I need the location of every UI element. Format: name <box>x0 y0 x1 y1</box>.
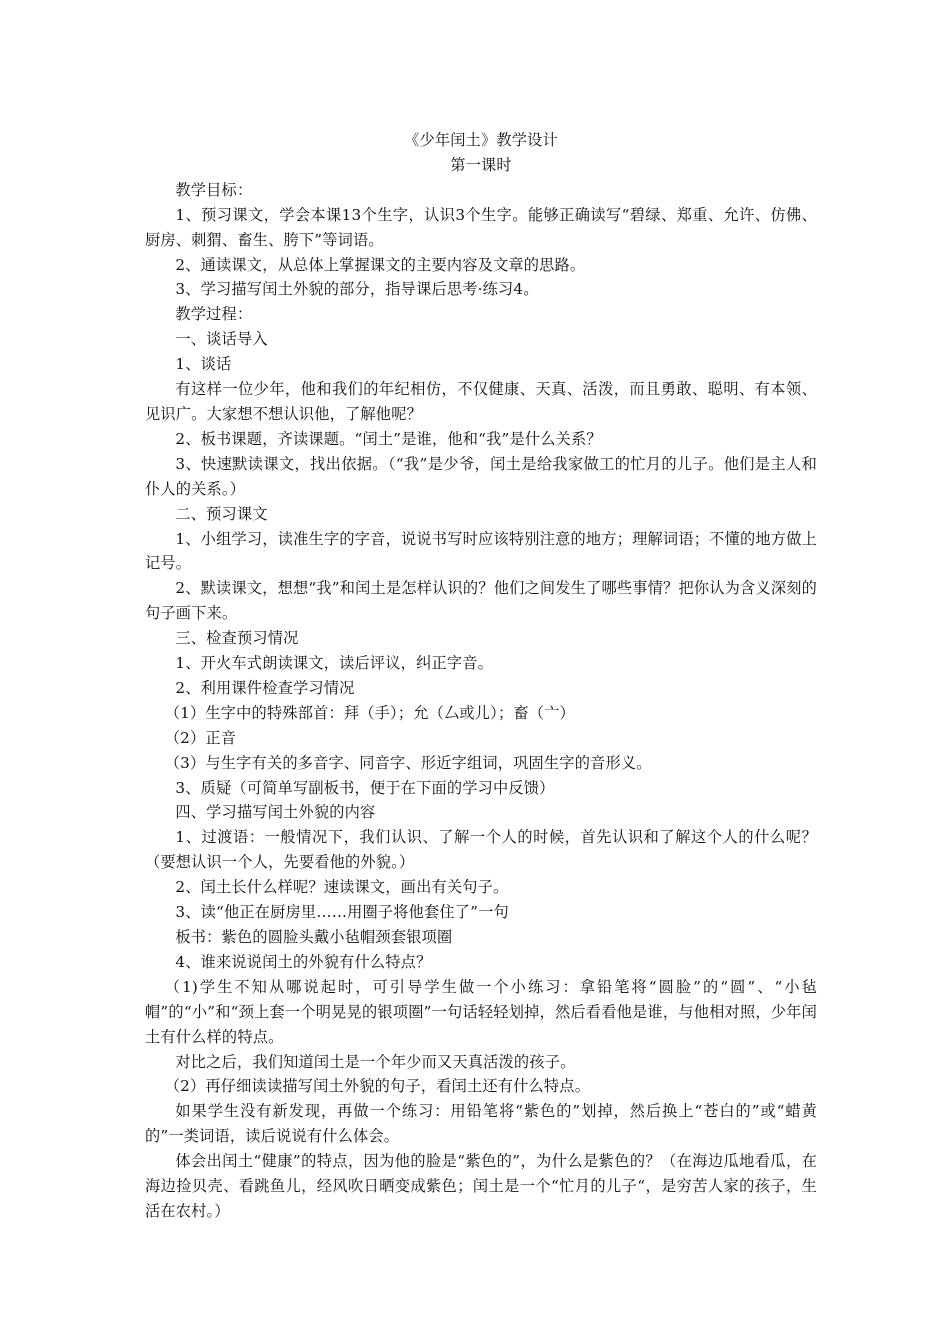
step-item: 3、读“他正在厨房里……用圈子将他套住了”一句 <box>175 903 509 922</box>
step-item: 2、板书课题，齐读课题。“闰土”是谁，他和“我”是什么关系？ <box>175 429 602 448</box>
step-item: 4、谁来说说闰土的外貌有什么特点？ <box>175 952 432 971</box>
body-paragraph: 有这样一位少年，他和我们的年纪相仿，不仅健康、天真、活泼，而且勇敢、聪明、有本领、见识广。大家想不想认识他，了解他呢？ <box>145 380 817 423</box>
blackboard-note: 板书：紫色的圆脸头戴小毡帽颈套银项圈 <box>175 928 453 946</box>
step-heading: 三、检查预习情况 <box>175 629 299 648</box>
sub-item: （3）与生字有关的多音字、同音字、形近字组词，巩固生字的音形义。 <box>164 753 652 772</box>
step-heading: 四、学习描写闰土外貌的内容 <box>175 803 376 822</box>
body-paragraph: 对比之后，我们知道闰土是一个年少而又天真活泼的孩子。 <box>175 1052 576 1071</box>
section-heading-objectives: 教学目标： <box>175 180 253 199</box>
sub-item: （1)学生不知从哪说起时，可引导学生做一个小练习：拿铅笔将“圆脸”的“圆”、“小毡帽”的“小”和“颈上套一个明晃晃的银项圈”一句话轻轻划掉，然后看看他是谁，与他相对照，少年闰土有什么样的特点。 <box>145 977 817 1046</box>
step-item: 1、谈话 <box>175 355 232 374</box>
lesson-subtitle: 第一课时 <box>450 155 512 174</box>
document-title: 《少年闰土》教学设计 <box>404 131 558 149</box>
step-item: 1、小组学习，读准生字的字音，说说书写时应该特别注意的地方；理解词语；不懂的地方做上记号。 <box>145 529 817 573</box>
document-body <box>145 128 817 1224</box>
step-item: 3、质疑（可简单写副板书，便于在下面的学习中反馈） <box>175 778 555 797</box>
objective-item: 2、通读课文，从总体上掌握课文的主要内容及文章的思路。 <box>175 255 586 274</box>
step-item: 2、利用课件检查学习情况 <box>175 678 355 697</box>
sub-item: （1）生字中的特殊部首：拜（手）；允（厶或儿）；畜（亠） <box>164 703 575 722</box>
step-item: 1、过渡语：一般情况下，我们认识、了解一个人的时候，首先认识和了解这个人的什么呢？（要想认识一个人，先要看他的外貌。） <box>145 828 817 872</box>
step-item: 2、默读课文，想想“我”和闰土是怎样认识的？他们之间发生了哪些事情？把你认为含义深刻的句子画下来。 <box>145 579 817 623</box>
sub-item: （2）再仔细读读描写闰土外貌的句子，看闰土还有什么特点。 <box>164 1077 591 1096</box>
step-item: 3、快速默读课文，找出依据。（“我”是少爷，闰土是给我家做工的忙月的儿子。他们是主人和仆人的关系。） <box>145 454 817 498</box>
sub-item: （2）正音 <box>164 728 237 747</box>
body-paragraph: 体会出闰土“健康”的特点，因为他的脸是“紫色的”，为什么是紫色的？（在海边瓜地看瓜，在海边捡贝壳、看跳鱼儿，经风吹日晒变成紫色；闰土是一个“忙月的儿子“，是穷苦人家的孩子，生活在农村。） <box>145 1152 817 1220</box>
step-heading: 一、谈话导入 <box>175 330 268 349</box>
step-item: 1、开火车式朗读课文，读后评议，纠正字音。 <box>175 654 494 673</box>
objective-item: 3、学习描写闰土外貌的部分，指导课后思考·练习4。 <box>175 280 539 299</box>
section-heading-process: 教学过程： <box>175 305 253 324</box>
objective-item: 1、预习课文，学会本课13个生字，认识3个生字。能够正确读写“碧绿、郑重、允许、仿佛、厨房、刺猬、畜生、胯下”等词语。 <box>145 205 817 249</box>
step-heading: 二、预习课文 <box>175 504 268 523</box>
body-paragraph: 如果学生没有新发现，再做一个练习：用铅笔将“紫色的”划掉，然后换上“苍白的”或“蜡黄的”一类词语，读后说说有什么体会。 <box>145 1102 817 1146</box>
step-item: 2、闰土长什么样呢？速读课文，画出有关句子。 <box>175 878 509 897</box>
